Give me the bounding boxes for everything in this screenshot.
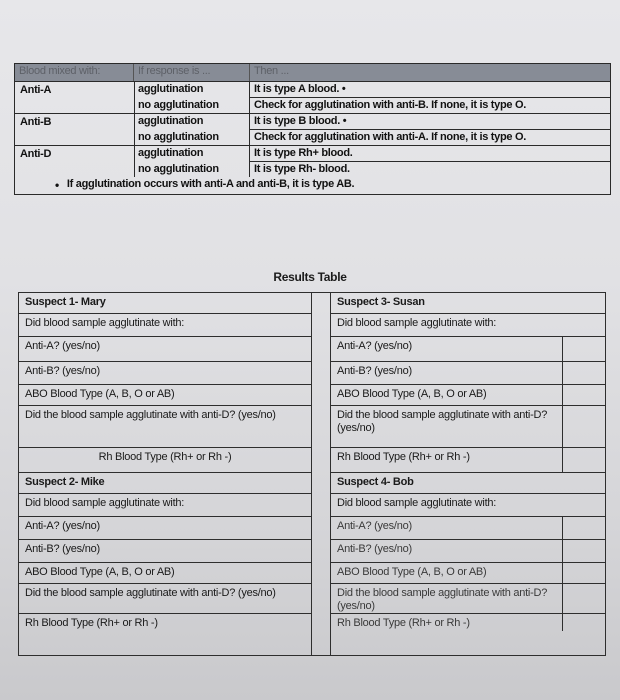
table-row [331,314,605,337]
blood-typing-key-table [14,63,611,195]
response-label: agglutination [134,82,250,98]
table-row [331,517,605,540]
row-label: Did blood sample agglutinate with: [25,317,185,329]
table-row [19,614,311,631]
response-label: agglutination [134,114,250,130]
row-label: Suspect 4- Bob [337,476,414,488]
row-label: Did blood sample agglutinate with: [337,497,497,509]
result-label: It is type Rh+ blood. [250,146,610,162]
response-label: no agglutination [134,162,250,177]
row-label: Anti-A? (yes/no) [25,520,100,532]
key-header-blood-mixed-with: Blood mixed with: [15,64,134,81]
row-label: Rh Blood Type (Rh+ or Rh -) [98,451,232,463]
row-label: Anti-B? (yes/no) [25,543,100,555]
table-row [331,614,605,631]
answer-cell[interactable] [562,517,605,539]
answer-cell[interactable] [562,362,605,384]
table-row [331,362,605,385]
table-row [19,517,311,540]
row-label: Did the blood sample agglutinate with anti-D? (yes/no) [25,409,276,421]
bullet-icon: • [55,178,59,192]
table-row [19,314,311,337]
row-label: ABO Blood Type (A, B, O or AB) [25,566,175,578]
table-row [19,406,311,448]
suspect-header [19,473,311,494]
answer-cell[interactable] [562,563,605,583]
response-label: no agglutination [134,98,250,113]
table-row [331,406,605,448]
result-label: It is type A blood. • [250,82,610,98]
suspect-header [19,293,311,314]
response-label: no agglutination [134,130,250,145]
row-label: Did the blood sample agglutinate with anti-D? (yes/no) [337,409,548,434]
suspect-header [331,293,605,314]
table-row [331,540,605,563]
row-label: Did blood sample agglutinate with: [337,317,497,329]
row-label: Rh Blood Type (Rh+ or Rh -) [25,617,158,629]
response-label: agglutination [134,146,250,162]
key-footnote [15,177,610,194]
row-label: Did blood sample agglutinate with: [25,497,185,509]
table-row [19,337,311,362]
key-row-anti-d [15,145,610,177]
answer-cell[interactable] [562,584,605,613]
answer-cell[interactable] [562,385,605,405]
table-row [331,563,605,584]
reagent-label: Anti-D [20,148,52,160]
answer-cell[interactable] [562,337,605,361]
results-left-column [19,293,311,655]
result-label: It is type B blood. • [250,114,610,130]
answer-cell[interactable] [562,614,605,631]
row-label: Rh Blood Type (Rh+ or Rh -) [337,451,470,463]
answer-column-left[interactable] [311,293,331,655]
row-label: Rh Blood Type (Rh+ or Rh -) [337,617,470,629]
suspect-header [331,473,605,494]
results-table-title: Results Table [273,270,347,284]
row-label: Anti-A? (yes/no) [337,340,412,352]
row-label: ABO Blood Type (A, B, O or AB) [25,388,175,400]
results-right-column [331,293,605,655]
row-label: Anti-B? (yes/no) [337,365,412,377]
result-label: It is type Rh- blood. [254,163,350,175]
key-row-anti-a [15,81,610,113]
row-label: Anti-B? (yes/no) [25,365,100,377]
row-label: Anti-A? (yes/no) [337,520,412,532]
results-table [18,292,606,656]
row-label: ABO Blood Type (A, B, O or AB) [337,388,487,400]
answer-cell[interactable] [562,406,605,447]
table-row [331,385,605,406]
key-row-anti-b [15,113,610,145]
row-label: Did the blood sample agglutinate with anti-D? (yes/no) [25,587,276,599]
table-row [19,584,311,614]
row-label: Suspect 1- Mary [25,296,106,308]
table-row [19,494,311,517]
answer-cell[interactable] [562,448,605,472]
reagent-label: Anti-B [20,116,52,128]
table-row [331,494,605,517]
row-label: Did the blood sample agglutinate with anti-D? (yes/no) [337,587,548,612]
key-table-header [15,64,610,81]
table-row [19,362,311,385]
key-header-then: Then ... [254,65,289,77]
table-row [331,584,605,614]
table-row [19,563,311,584]
footnote-text: If agglutination occurs with anti-A and anti-B, it is type AB. [66,178,355,190]
table-row [19,385,311,406]
table-row [19,448,311,473]
result-label: Check for agglutination with anti-A. If none, it is type O. [254,131,526,143]
row-label: ABO Blood Type (A, B, O or AB) [337,566,487,578]
table-row [331,337,605,362]
result-label: Check for agglutination with anti-B. If none, it is type O. [254,99,526,111]
row-label: Suspect 2- Mike [25,476,105,488]
table-row [331,448,605,473]
row-label: Anti-A? (yes/no) [25,340,100,352]
row-label: Suspect 3- Susan [337,296,425,308]
reagent-label: Anti-A [20,84,52,96]
table-row [19,540,311,563]
row-label: Anti-B? (yes/no) [337,543,412,555]
answer-cell[interactable] [562,540,605,562]
key-header-if-response: If response is ... [134,64,250,81]
